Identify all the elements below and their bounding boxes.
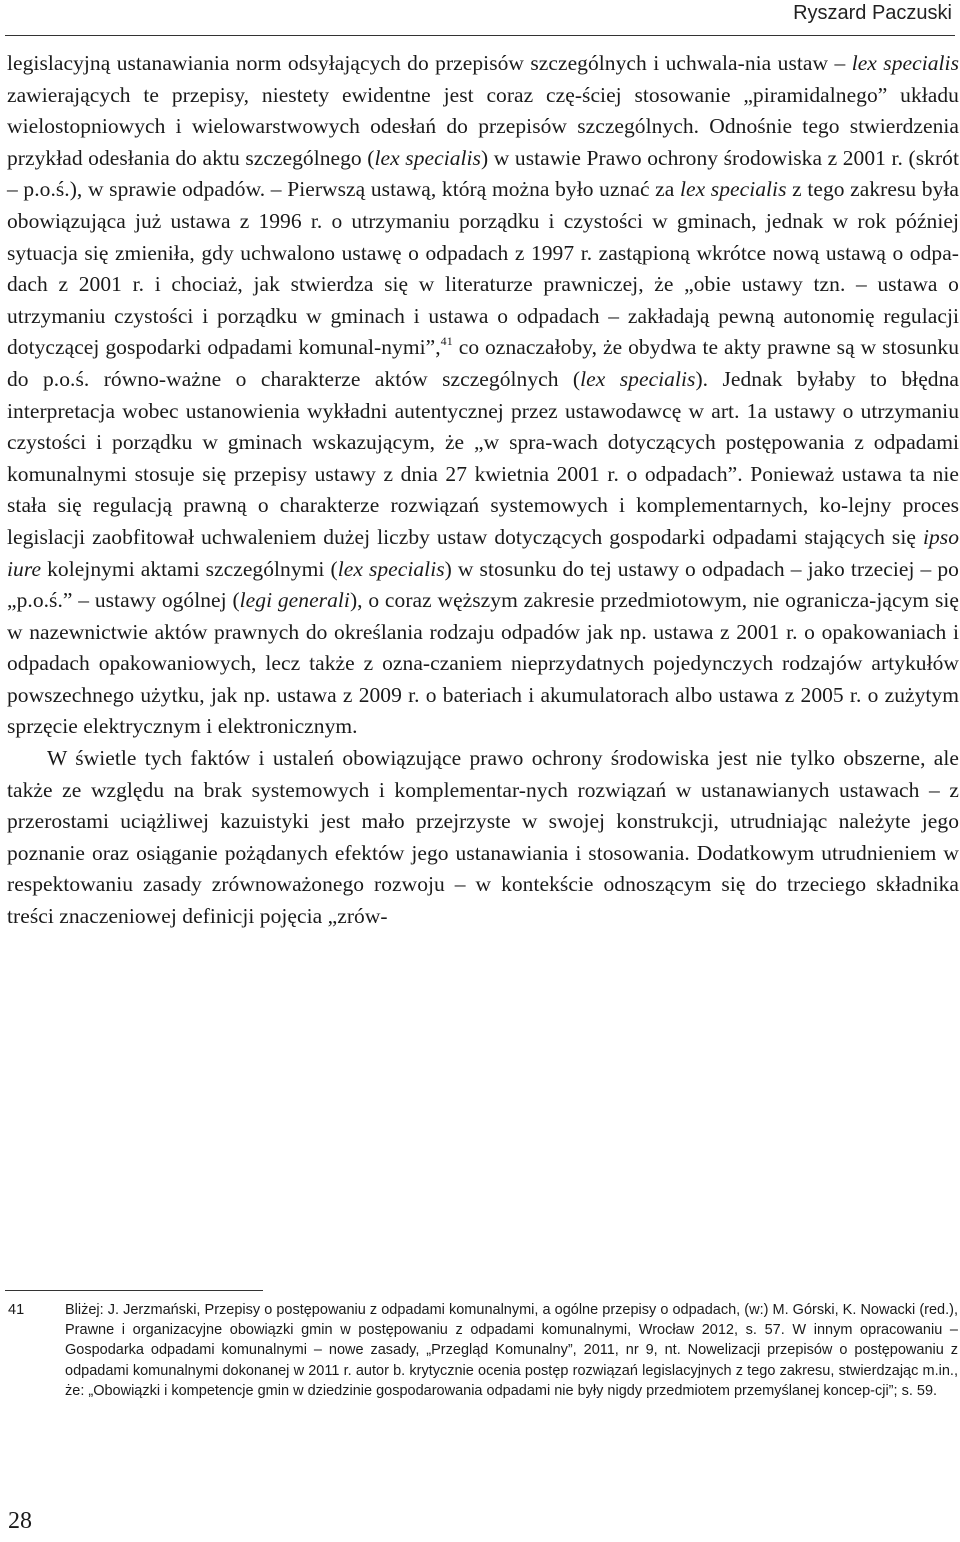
text-run: zawierających te przepisy, niestety ewidentne jest coraz czę-​ściej stosowanie „piramidalnego” układu wielostopniowych i wielowarstwowych odesłań do przepisów szczególnych. Odnośnie tego stwierdzenia przykład odesłania do aktu szczególnego ( — [7, 82, 959, 170]
italic-term: legi generali — [239, 588, 350, 613]
text-run: W świetle tych faktów i ustaleń obowiązujące prawo ochrony środowiska jest nie tylko obszerne, ale także ze względu na brak systemowych i komplementar-​nych rozwiązań w ustanawianych ustawach – z przerostami uciążliwej kazuistyki jest mało przejrzyste w swojej konstrukcji, utrudniając należyte jego poznanie oraz osiąganie pożądanych efektów jego ustanawiania i stosowania. Dodatkowym utrudnieniem w respektowaniu zasady zrównoważonego rozwoju – w kontekście odnoszącym się do trzeciego składnika treści znaczeniowej definicji pojęcia „zrów- — [7, 746, 959, 929]
italic-term: lex specialis — [580, 366, 696, 391]
text-run: legislacyjną ustanawiania norm odsyłających do przepisów szczególnych i uchwala-​nia ustaw – — [7, 51, 852, 75]
running-header-author: Ryszard Paczuski — [793, 2, 952, 24]
italic-term: lex specialis — [679, 177, 787, 202]
italic-term: ipso iure — [7, 524, 959, 581]
text-run: z tego zakresu była obowiązująca już ustawa z 1996 r. o utrzymaniu porządku i czystości w gminach, jednak w rok później sytuacja się zmieniła, gdy uchwalono ustawę o odpadach z 1997 r. zastąpioną wkrótce nową ustawą o odpa-​dach z 2001 r. i chociaż, jak stwierdza się w literaturze prawniczej, że „obie ustawy tzn. – ustawa o utrzymaniu czystości i porządku w gminach i ustawa o odpadach – zakładają pewną autonomię regulacji dotyczącej gospodarki odpadami komunal-​nymi”, — [7, 177, 960, 360]
header-rule — [5, 35, 955, 36]
footnote — [7, 1300, 958, 1401]
text-run: ) w stosunku do tej ustawy o odpadach – jako trzeciej – po „p.o.ś.” – ustawy ogólnej ( — [7, 556, 959, 613]
text-run: co oznaczałoby, że obydwa te akty prawne są w stosunku do p.o.ś. równo-​ważne o charakterze aktów szczególnych ( — [7, 335, 959, 391]
body-paragraph — [7, 48, 959, 743]
text-run: ) w ustawie Prawo ochrony środowiska z 2001 r. (skrót – p.o.ś.), w sprawie odpadów. – Pierwszą ustawą, którą można było uznać za — [7, 145, 959, 202]
italic-term: lex specialis — [337, 556, 445, 581]
page-number: 28 — [8, 1508, 32, 1534]
text-run: kolejnymi aktami szczególnymi ( — [41, 556, 338, 581]
body-text — [7, 48, 959, 933]
footnote-text: Bliżej: J. Jerzmański, Przepisy o postępowaniu z odpadami komunalnymi, a ogólne przepisy o odpadach, (w:) M. Górski, K. Nowacki (red.), Prawne i organizacyjne obowiązki gmin w postępowaniu z odpadami komunalnymi, Wrocław 2012, s. 57. W innym opracowaniu – Gospodarka odpadami komunalnymi – nowe zasady, „Przegląd Komunalny”, 2011, nr 9, nt. Nowelizacji przepisów o postępowaniu z odpadami komunalnymi dokonanej w 2011 r. autor b. krytycznie ocenia postęp rozwiązań legislacyjnych z tego zakresu, stwierdzając m.in., że: „Obowiązki i kompetencje gmin w dziedzinie gospodarowania odpadami nie były nigdy przedmiotem przemyślanej koncep-cji”; s. 59. — [65, 1302, 958, 1399]
body-paragraph — [7, 743, 959, 933]
italic-term: lex specialis — [374, 145, 481, 170]
footnote-rule — [5, 1290, 263, 1291]
footnote-reference: 41 — [440, 334, 453, 349]
italic-term: lex specialis — [851, 51, 959, 75]
text-run: ). Jednak byłaby to błędna interpretacja wobec ustanowienia wykładni autentycznej przez ustawodawcę w art. 1a ustawy o utrzymaniu czystości i porządku w gminach wskazującym, że „w spra-​wach dotyczących postępowania z odpadami komunalnymi stosuje się przepisy ustawy z dnia 27 kwietnia 2001 r. o odpadach”. Ponieważ ustawa ta nie stała się regulacją prawną o charakterze rozwiązań systemowych i komplementarnych, ko-​lejny proces legislacji zaobfitował uchwaleniem dużej liczby ustaw dotyczących gospodarki odpadami stających się — [7, 366, 959, 549]
text-run: ), o coraz węższym zakresie przedmiotowym, nie ogranicza-​jącym się w nazewnictwie aktów prawnych do określania rodzaju odpadów jak np. ustawa z 2001 r. o opakowaniach i odpadach opakowaniowych, lecz także z ozna-​czaniem nieprzydatnych pojedynczych rodzajów artykułów powszechnego użytku, jak np. ustawa z 2009 r. o bateriach i akumulatorach albo ustawa z 2005 r. o zużytym sprzęcie elektrycznym i elektronicznym. — [7, 588, 959, 739]
footnote-number: 41 — [8, 1302, 25, 1318]
